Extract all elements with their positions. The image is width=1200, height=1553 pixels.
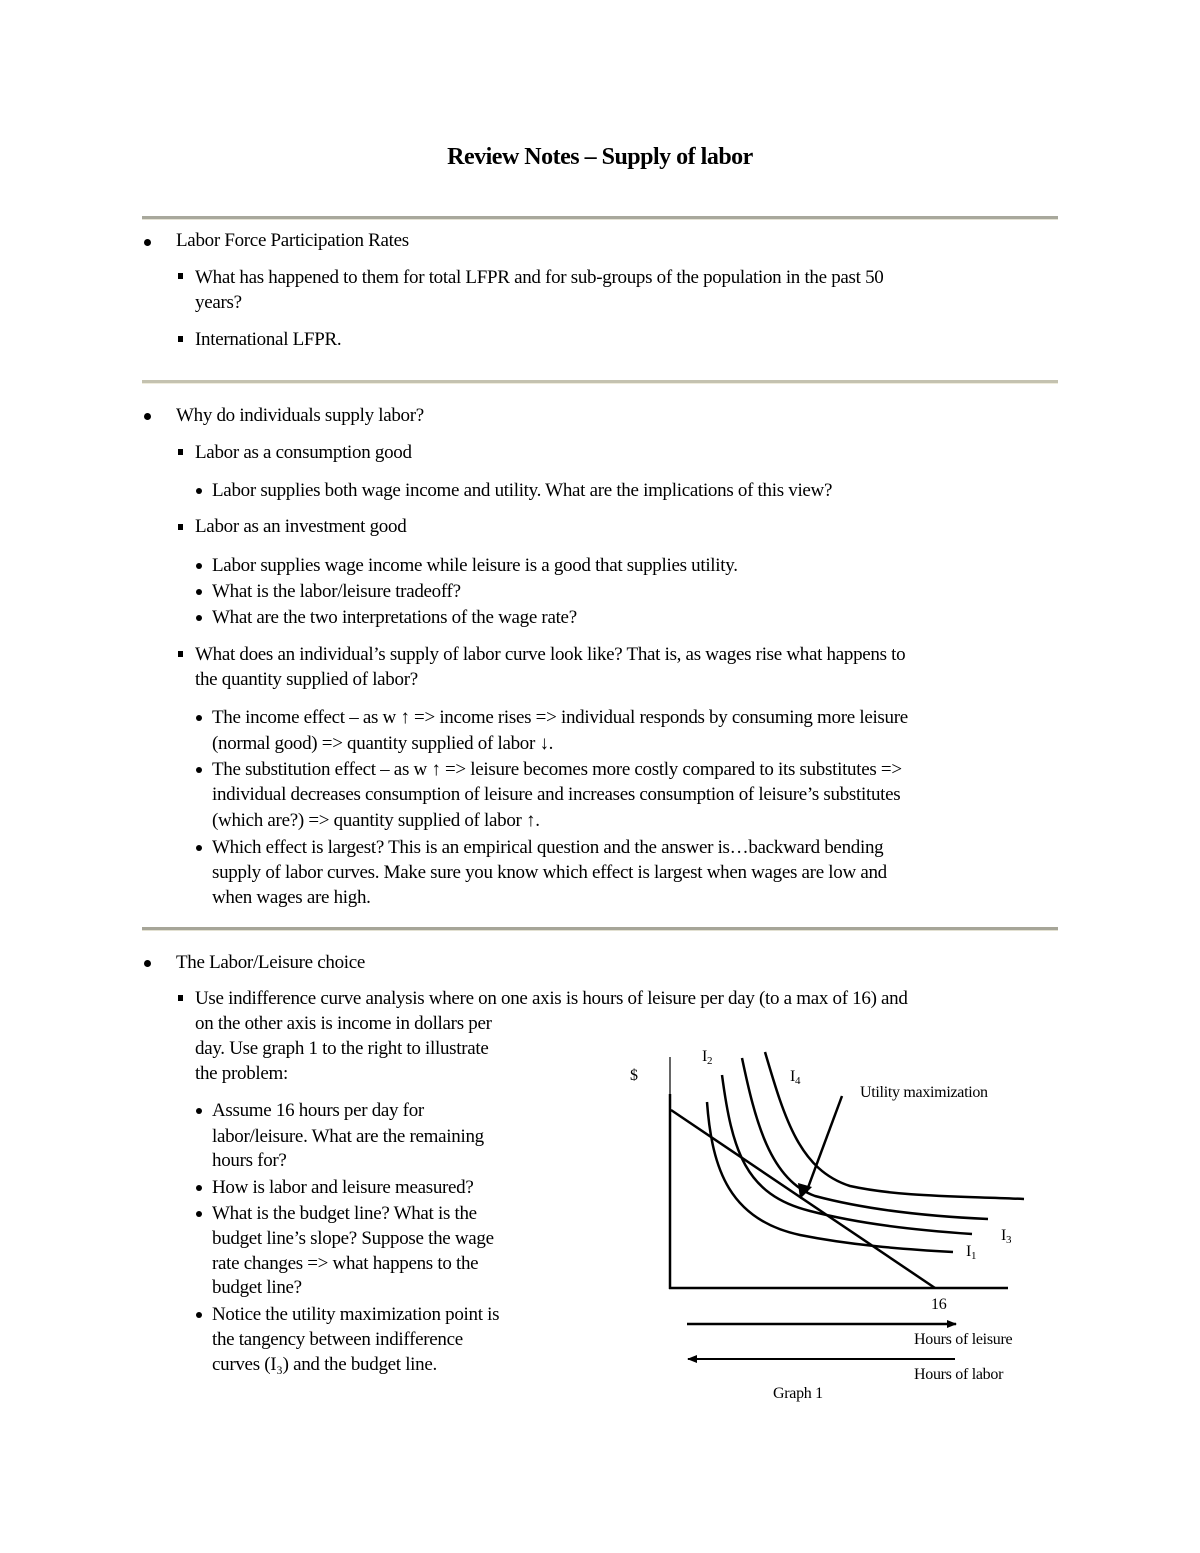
list-item: What are the two interpretations of the wage rate?	[212, 607, 577, 628]
list-item: Assume 16 hours per day for	[212, 1100, 424, 1121]
list-item-continued: hours for?	[212, 1150, 287, 1171]
section-heading-lfpr: Labor Force Participation Rates	[176, 230, 409, 251]
list-item: The income effect – as w ↑ => income rises => individual responds by consuming more leisure	[212, 707, 908, 728]
hours-of-labor-label: Hours of labor	[914, 1366, 1004, 1383]
list-item: Notice the utility maximization point is	[212, 1304, 500, 1325]
list-item: What has happened to them for total LFPR and for sub-groups of the population in the past 50	[195, 267, 884, 288]
curve-label-base: I	[966, 1243, 972, 1260]
list-item-continued: budget line’s slope? Suppose the wage	[212, 1228, 494, 1249]
x-tick-16: 16	[931, 1296, 947, 1313]
list-item-continued: the quantity supplied of labor?	[195, 669, 418, 690]
utility-maximization-label: Utility maximization	[860, 1084, 988, 1101]
list-item: What does an individual’s supply of labor curve look like? That is, as wages rise what happens to	[195, 644, 906, 665]
list-item: The substitution effect – as w ↑ => leisure becomes more costly compared to its substitutes =>	[212, 759, 902, 780]
list-item: What is the budget line? What is the	[212, 1203, 477, 1224]
list-item-continued: rate changes => what happens to the	[212, 1253, 479, 1274]
list-item: Labor supplies both wage income and utility. What are the implications of this view?	[212, 480, 833, 501]
indifference-curve-i4	[765, 1052, 1024, 1199]
utility-maximization-arrow	[806, 1096, 842, 1193]
list-item-continued: curves (I₃) and the budget line.	[212, 1354, 437, 1375]
curve-label-sub: 2	[707, 1055, 713, 1067]
list-item-continued: when wages are high.	[212, 887, 371, 908]
list-item-continued: day. Use graph 1 to the right to illustrate	[195, 1038, 489, 1059]
hours-of-leisure-label: Hours of leisure	[914, 1331, 1013, 1348]
curve-label-i1	[966, 1243, 976, 1262]
list-item-continued: the problem:	[195, 1063, 288, 1084]
list-item: Which effect is largest? This is an empirical question and the answer is…backward bending	[212, 837, 884, 858]
curve-label-sub: 3	[1006, 1234, 1012, 1246]
curve-label-base: I	[790, 1068, 796, 1085]
list-item: Labor as a consumption good	[195, 442, 412, 463]
list-item-continued: individual decreases consumption of leisure and increases consumption of leisure’s substitutes	[212, 784, 901, 805]
list-item: Use indifference curve analysis where on one axis is hours of leisure per day (to a max of 16) and	[195, 988, 908, 1009]
curve-label-i2	[702, 1048, 712, 1067]
indifference-curve-i3	[742, 1058, 988, 1219]
list-item-continued: budget line?	[212, 1277, 302, 1298]
list-item-continued: (normal good) => quantity supplied of labor ↓.	[212, 733, 554, 754]
list-item-continued: (which are?) => quantity supplied of labor ↑.	[212, 810, 540, 831]
section-heading-labor-leisure: The Labor/Leisure choice	[176, 952, 366, 973]
graph-caption: Graph 1	[773, 1385, 823, 1402]
curve-label-base: I	[702, 1048, 708, 1065]
y-axis-label: $	[630, 1067, 638, 1084]
list-item: Labor supplies wage income while leisure is a good that supplies utility.	[212, 555, 738, 576]
curve-label-base: I	[1001, 1227, 1007, 1244]
curve-label-sub: 1	[971, 1250, 977, 1262]
section-heading-why-supply: Why do individuals supply labor?	[176, 405, 424, 426]
list-item-continued: the tangency between indifference	[212, 1329, 463, 1350]
list-item: International LFPR.	[195, 329, 342, 350]
page-title: Review Notes – Supply of labor	[447, 144, 753, 170]
list-item: How is labor and leisure measured?	[212, 1177, 474, 1198]
list-item: Labor as an investment good	[195, 516, 407, 537]
list-item-continued: on the other axis is income in dollars per	[195, 1013, 492, 1034]
curve-label-i4	[790, 1068, 800, 1087]
list-item-continued: years?	[195, 292, 242, 313]
list-item-continued: labor/leisure. What are the remaining	[212, 1126, 484, 1147]
list-item: What is the labor/leisure tradeoff?	[212, 581, 461, 602]
curve-label-i3	[1001, 1227, 1011, 1246]
list-item-continued: supply of labor curves. Make sure you know which effect is largest when wages are low and	[212, 862, 887, 883]
curve-label-sub: 4	[795, 1075, 801, 1087]
